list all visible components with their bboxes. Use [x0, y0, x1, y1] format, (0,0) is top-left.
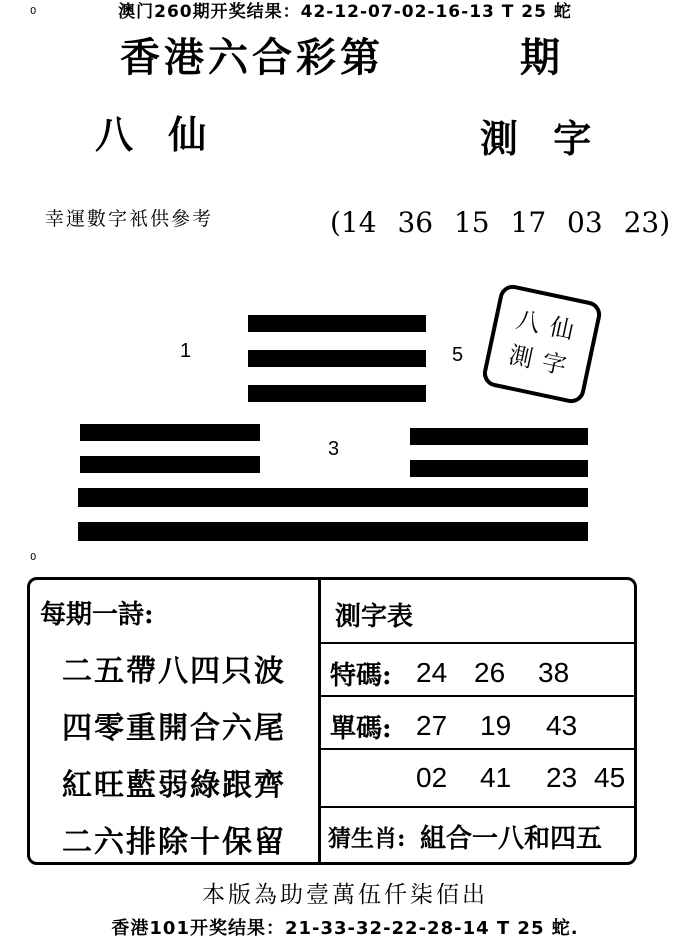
hexagram-line — [410, 460, 588, 477]
hexagram-line — [78, 522, 588, 541]
poem-line: 紅旺藍弱綠跟齊 — [62, 768, 286, 803]
lucky-numbers: (14 36 15 17 03 23) — [330, 206, 671, 239]
page-title: 香港六合彩第 — [120, 34, 384, 81]
macau-result: 澳门260期开奖结果：42-12-07-02-16-13 T 25 蛇 — [118, 2, 572, 22]
lucky-label: 幸運數字衹供參考 — [45, 208, 214, 230]
poem-line: 四零重開合六尾 — [62, 711, 286, 746]
stamp-char: 八 — [513, 305, 543, 338]
hexagram-label-5: 5 — [452, 344, 464, 366]
single-number: 43 — [546, 710, 578, 741]
poem-title: 每期一詩: — [40, 600, 154, 630]
corner-mark-mid: 0 — [30, 552, 37, 563]
stamp-char: 仙 — [546, 312, 577, 345]
row-divider — [320, 695, 636, 697]
subtitle-left: 八 仙 — [95, 112, 207, 157]
hexagram-line — [248, 350, 426, 367]
special-number: 24 — [416, 657, 448, 688]
corner-mark-top: 0 — [30, 6, 37, 17]
stamp — [480, 282, 603, 405]
hexagram-line — [410, 428, 588, 445]
table-title: 測字表 — [335, 602, 414, 632]
footer-note: 本版為助壹萬伍仟柒佰出 — [202, 882, 488, 908]
subtitle-right: 測 字 — [480, 116, 592, 161]
hexagram-line — [248, 315, 426, 332]
period-label: 期 — [520, 34, 560, 81]
hexagram-line — [78, 488, 588, 507]
zodiac-label: 猜生肖: — [328, 825, 406, 852]
row-divider — [320, 806, 636, 808]
extra-number: 23 — [546, 762, 578, 793]
poem-line: 二六排除十保留 — [62, 825, 286, 860]
hexagram-label-1: 1 — [180, 340, 192, 362]
stamp-char: 測 — [506, 340, 536, 374]
single-label: 單碼: — [330, 714, 392, 744]
hk-result: 香港101开奖结果：21-33-32-22-28-14 T 25 蛇. — [111, 918, 579, 939]
special-number: 26 — [474, 657, 506, 688]
extra-number: 45 — [594, 762, 626, 793]
single-number: 19 — [480, 710, 512, 741]
hexagram-line — [80, 456, 260, 473]
special-label: 特碼: — [330, 661, 392, 691]
row-divider — [320, 642, 636, 644]
hexagram-line — [80, 424, 260, 441]
stamp-char: 字 — [539, 347, 569, 381]
hexagram-label-3: 3 — [328, 438, 340, 460]
single-number: 27 — [416, 710, 448, 741]
special-number: 38 — [538, 657, 570, 688]
poem-line: 二五帶八四只波 — [62, 654, 286, 689]
extra-number: 02 — [416, 762, 448, 793]
row-divider — [320, 748, 636, 750]
extra-number: 41 — [480, 762, 512, 793]
column-divider — [318, 578, 321, 863]
hexagram-line — [248, 385, 426, 402]
zodiac-answer: 組合一八和四五 — [420, 824, 603, 854]
